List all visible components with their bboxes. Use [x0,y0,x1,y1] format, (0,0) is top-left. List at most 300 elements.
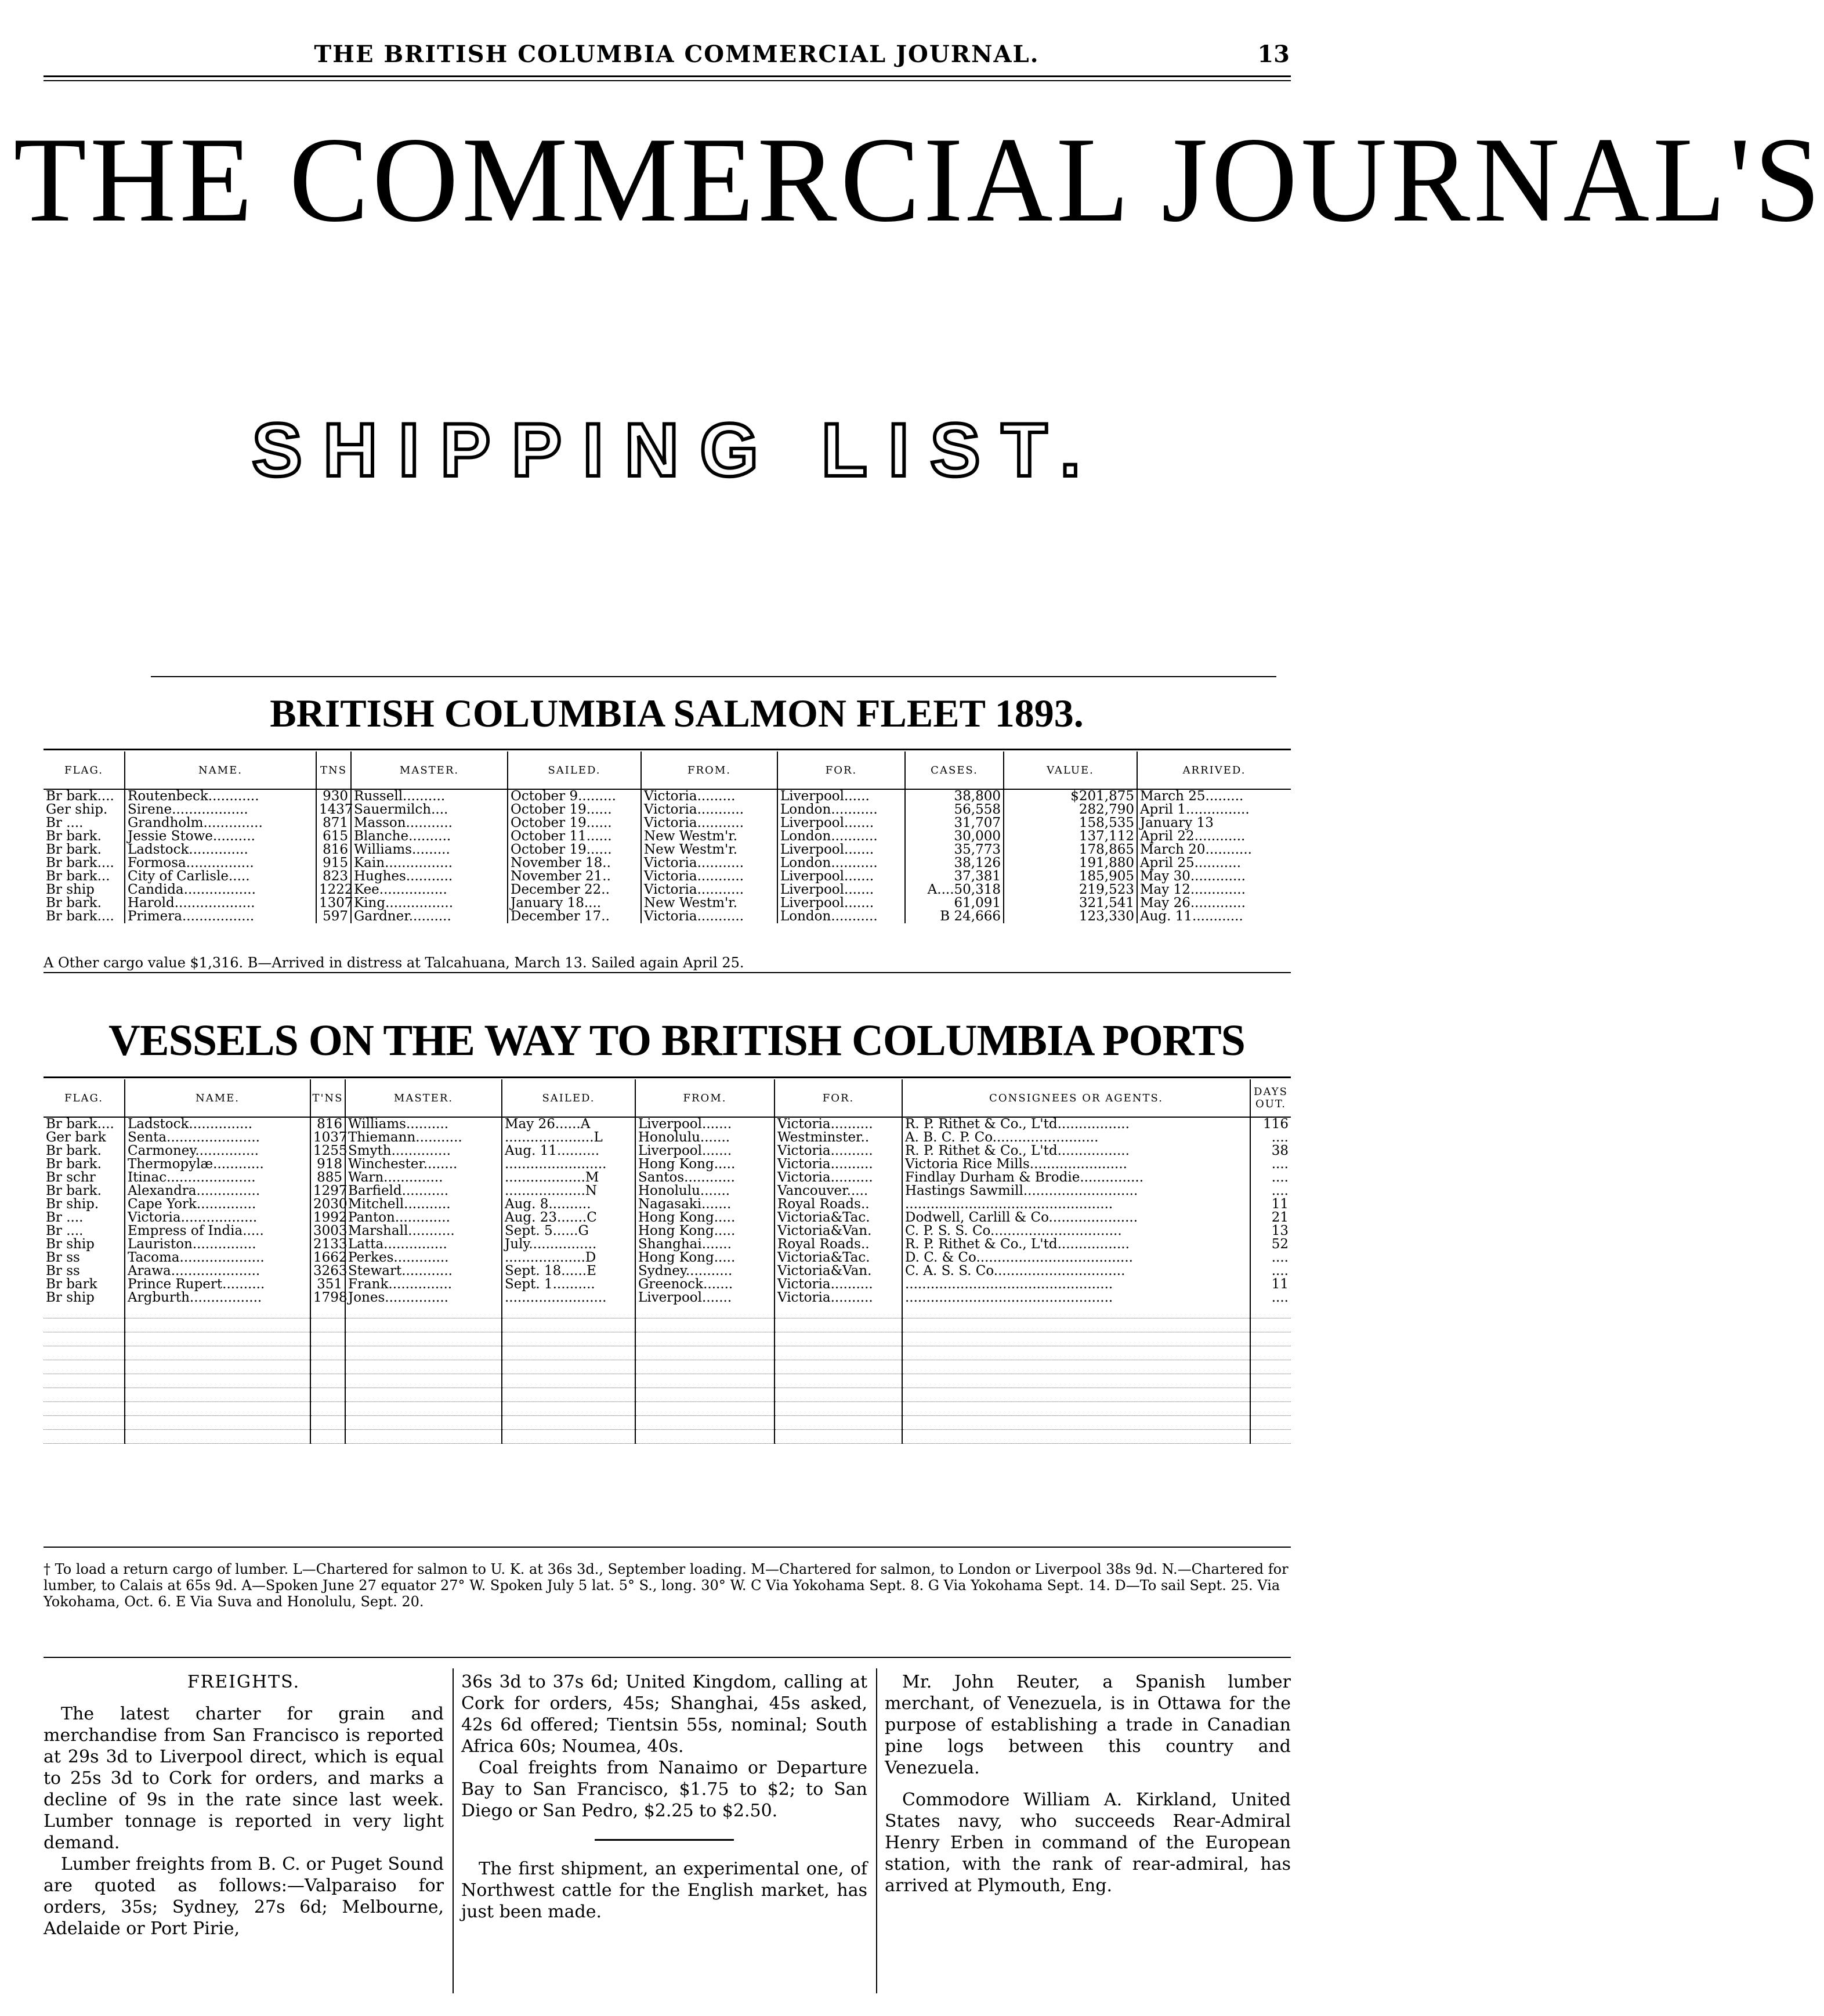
blank-cell [1250,1305,1291,1318]
table-cell: Formosa................ [125,857,316,870]
blank-cell [902,1346,1250,1360]
header-rule [44,75,1291,77]
table-cell: November 21.. [508,870,641,883]
table-cell: Thiemann........... [345,1131,502,1144]
columns-top-rule [44,1657,1291,1658]
table-cell: Argburth................. [125,1291,310,1305]
blank-cell [125,1346,310,1360]
paragraph-divider [595,1839,734,1841]
table-cell: Br bark. [46,829,102,844]
blank-cell [125,1360,310,1374]
table-row [44,1158,1291,1171]
blank-row [44,1402,1291,1416]
table-cell: Sauermilch.... [351,803,508,816]
table-cell: A....50,318 [905,883,1004,897]
table-cell: D. C. & Co..................................... [902,1251,1250,1264]
table-cell: Br ss [46,1263,80,1278]
middle-column [461,1671,867,1923]
table-cell: 1992 [310,1211,345,1224]
table-cell: London........... [777,910,905,923]
table-top-rule [44,1076,1291,1078]
blank-cell [902,1318,1250,1332]
table-cell: Westminster.. [775,1131,902,1144]
blank-cell [775,1360,902,1374]
table-cell: .... [1250,1291,1291,1305]
table-cell: Liverpool...... [777,789,905,803]
table-cell: Liverpool....... [635,1117,775,1131]
table-row [44,1238,1291,1251]
blank-cell [502,1388,635,1402]
blank-cell [345,1416,502,1430]
table-row [44,1251,1291,1264]
column-header: NAME. [125,1079,310,1117]
blank-cell [635,1360,775,1374]
table-cell: Royal Roads.. [775,1198,902,1211]
blank-cell [345,1305,502,1318]
table-cell: April 1............... [1137,803,1291,816]
salmon-fleet-header-row [44,752,1291,789]
blank-cell [775,1318,902,1332]
vessels-body [44,1117,1291,1444]
table-cell: C. P. S. S. Co............................... [902,1224,1250,1238]
table-cell: Warn.............. [345,1171,502,1184]
running-title: THE BRITISH COLUMBIA COMMERCIAL JOURNAL. [314,41,1040,68]
table-cell: Victoria........... [641,857,777,870]
table-cell: Harold................... [125,897,316,910]
table-cell: Itinac..................... [125,1171,310,1184]
blank-cell [345,1346,502,1360]
table-row [44,897,1291,910]
table-cell: Victoria........... [641,816,777,830]
table-cell: 11 [1250,1278,1291,1291]
blank-cell [635,1416,775,1430]
blank-cell [775,1374,902,1388]
table-cell: King................ [351,897,508,910]
table-cell: 21 [1250,1211,1291,1224]
table-cell: 30,000 [905,830,1004,843]
table-bottom-rule [44,1547,1291,1548]
column-header: MASTER. [351,752,508,789]
table-cell: Br bark. [46,842,102,857]
blank-row [44,1388,1291,1402]
salmon-fleet-table [44,752,1291,923]
table-cell: Perkes............. [345,1251,502,1264]
blank-cell [1250,1416,1291,1430]
table-cell: Jessie Stowe.......... [125,830,316,843]
blank-cell [345,1360,502,1374]
table-cell: 116 [1250,1117,1291,1131]
table-cell: Primera................. [125,910,316,923]
table-cell: Victoria.......... [775,1117,902,1131]
table-cell: October 11...... [508,830,641,843]
table-cell: 219,523 [1004,883,1137,897]
table-row [44,816,1291,830]
table-cell: December 17.. [508,910,641,923]
table-cell: Smyth.............. [345,1144,502,1158]
table-cell: May 12............. [1137,883,1291,897]
table-cell: ................................................. [902,1198,1250,1211]
table-cell: January 18.... [508,897,641,910]
blank-cell [502,1318,635,1332]
column-header: NAME. [125,752,316,789]
table-cell: Victoria.................. [125,1211,310,1224]
table-cell: Arawa..................... [125,1264,310,1278]
table-cell: 2133 [310,1238,345,1251]
blank-cell [44,1388,125,1402]
table-cell: Aug. 11.......... [502,1144,635,1158]
table-cell: ...................D [502,1251,635,1264]
blank-cell [902,1360,1250,1374]
blank-cell [1250,1402,1291,1416]
table-cell: 191,880 [1004,857,1137,870]
blank-cell [125,1430,310,1444]
table-cell: Aug. 23.......C [502,1211,635,1224]
table-cell: Victoria........... [641,870,777,883]
table-cell: Victoria........... [641,883,777,897]
column-header: SAILED. [502,1079,635,1117]
table-cell: Ger ship. [46,802,108,817]
table-cell: Victoria.......... [775,1291,902,1305]
blank-cell [775,1332,902,1346]
table-cell: Hastings Sawmill........................... [902,1184,1250,1198]
blank-cell [902,1416,1250,1430]
table-cell: 930 [316,789,351,803]
column-header: VALUE. [1004,752,1137,789]
table-cell: 1297 [310,1184,345,1198]
blank-cell [44,1430,125,1444]
table-cell: 38,800 [905,789,1004,803]
table-cell: 351 [310,1278,345,1291]
vessels-title: VESSELS ON THE WAY TO BRITISH COLUMBIA PORTS [108,1016,1245,1065]
table-cell: Victoria........... [641,803,777,816]
column-header: TNS [316,752,351,789]
table-cell: ................................................. [902,1278,1250,1291]
table-cell: Sydney........... [635,1264,775,1278]
table-cell: 1222 [316,883,351,897]
table-cell: Victoria.......... [775,1144,902,1158]
table-cell: .... [1250,1264,1291,1278]
table-row [44,1264,1291,1278]
table-cell: Victoria&Tac. [775,1251,902,1264]
table-cell: 816 [310,1117,345,1131]
table-cell: Blanche.......... [351,830,508,843]
table-cell: Greenock....... [635,1278,775,1291]
table-cell: 158,535 [1004,816,1137,830]
table-cell: Liverpool....... [635,1291,775,1305]
table-cell: Ger bark [46,1130,106,1145]
blank-row [44,1430,1291,1444]
salmon-fleet-body [44,789,1291,923]
table-cell: ........................ [502,1158,635,1171]
table-cell: Ladstock............... [125,1117,310,1131]
blank-cell [775,1388,902,1402]
table-cell: Williams......... [351,843,508,857]
table-cell: Br bark.... [46,909,114,924]
blank-row [44,1318,1291,1332]
column-divider [876,1668,877,1993]
table-cell: Latta............... [345,1238,502,1251]
blank-cell [775,1430,902,1444]
blank-cell [502,1360,635,1374]
table-cell: Royal Roads.. [775,1238,902,1251]
table-cell: Br ship [46,1290,95,1305]
blank-cell [125,1318,310,1332]
blank-cell [310,1402,345,1416]
table-cell: Br .... [46,1210,84,1225]
masthead-title: THE COMMERCIAL JOURNAL'S [13,113,1824,247]
table-cell: Hong Kong..... [635,1211,775,1224]
column-header: MASTER. [345,1079,502,1117]
table-cell: Cape York.............. [125,1198,310,1211]
table-cell: Aug. 8.......... [502,1198,635,1211]
table-cell: 885 [310,1171,345,1184]
table-cell: 37,381 [905,870,1004,883]
blank-cell [635,1402,775,1416]
table-cell: 823 [316,870,351,883]
blank-row [44,1332,1291,1346]
table-cell: Alexandra............... [125,1184,310,1198]
column-divider [453,1668,454,1993]
table-row [44,857,1291,870]
table-cell: 38,126 [905,857,1004,870]
table-cell: Br .... [46,1223,84,1238]
table-cell: .... [1250,1251,1291,1264]
blank-cell [44,1402,125,1416]
table-cell: Victoria&Van. [775,1224,902,1238]
table-cell: C. A. S. S. Co............................... [902,1264,1250,1278]
table-cell: Shanghai....... [635,1238,775,1251]
vessels-table [44,1079,1291,1444]
table-cell: May 26............. [1137,897,1291,910]
right-column [885,1671,1291,1896]
table-row [44,803,1291,816]
table-cell: Br bark. [46,1183,102,1198]
right-paragraph: Mr. John Reuter, a Spanish lumber merchant, of Venezuela, is in Ottawa for the purpose of establishing a trade in Canadian pine logs between this country and Venezuela. [885,1672,1291,1778]
blank-cell [902,1430,1250,1444]
column-header: FLAG. [44,752,125,789]
table-cell: 35,773 [905,843,1004,857]
blank-cell [345,1388,502,1402]
blank-cell [902,1305,1250,1318]
table-cell: 1037 [310,1131,345,1144]
blank-cell [502,1416,635,1430]
table-cell: ...................M [502,1171,635,1184]
page-number: 13 [1257,41,1290,68]
table-cell: 13 [1250,1224,1291,1238]
table-cell: 185,905 [1004,870,1137,883]
table-cell: Tacoma.................... [125,1251,310,1264]
table-cell: Br bark... [46,869,110,884]
blank-cell [635,1430,775,1444]
table-cell: October 19...... [508,803,641,816]
blank-cell [635,1318,775,1332]
blank-cell [502,1402,635,1416]
table-cell: 3263 [310,1264,345,1278]
table-cell: .... [1250,1158,1291,1171]
table-cell: Br bark.... [46,855,114,870]
table-cell: July................ [502,1238,635,1251]
blank-cell [125,1388,310,1402]
column-header: FOR. [777,752,905,789]
table-cell: Liverpool....... [777,816,905,830]
table-cell: Sept. 18......E [502,1264,635,1278]
blank-cell [1250,1388,1291,1402]
table-cell: Lauriston............... [125,1238,310,1251]
table-cell: Victoria.......... [775,1158,902,1171]
blank-cell [502,1332,635,1346]
table-cell: Hong Kong..... [635,1251,775,1264]
table-cell: Liverpool....... [777,843,905,857]
table-row [44,883,1291,897]
table-cell: 1437 [316,803,351,816]
table-cell: Liverpool....... [777,897,905,910]
table-cell: Frank............... [345,1278,502,1291]
table-cell: Aug. 11............ [1137,910,1291,923]
freights-paragraph: Lumber freights from B. C. or Puget Sound are quoted as follows:—Valparaiso for orders, 35s; Sydney, 27s 6d; Melbourne, Adelaide or Port Pirie, [44,1854,444,1939]
table-cell: 3003 [310,1224,345,1238]
blank-cell [902,1332,1250,1346]
table-cell: Grandholm.............. [125,816,316,830]
blank-cell [635,1332,775,1346]
blank-cell [345,1402,502,1416]
table-cell: R. P. Rithet & Co., L'td................. [902,1117,1250,1131]
table-cell: Br ship [46,1237,95,1252]
column-header: SAILED. [508,752,641,789]
table-cell: January 13 [1137,816,1291,830]
blank-cell [310,1305,345,1318]
column-header: T'NS [310,1079,345,1117]
column-header: FROM. [635,1079,775,1117]
column-header: FLAG. [44,1079,125,1117]
vessels-header-row [44,1079,1291,1117]
table-cell: Victoria&Tac. [775,1211,902,1224]
salmon-fleet-footnote: A Other cargo value $1,316. B—Arrived in distress at Talcahuana, March 13. Sailed again April 25. [44,955,744,971]
table-cell: Kee................ [351,883,508,897]
table-cell: 918 [310,1158,345,1171]
table-cell: Routenbeck............ [125,789,316,803]
table-row [44,1198,1291,1211]
blank-cell [775,1402,902,1416]
table-cell: Liverpool....... [777,870,905,883]
section-rule [44,972,1291,973]
table-cell: Findlay Durham & Brodie............... [902,1171,1250,1184]
table-cell: R. P. Rithet & Co., L'td................. [902,1144,1250,1158]
vessels-footnote: † To load a return cargo of lumber. L—Chartered for salmon to U. K. at 36s 3d., September loading. M—Chartered for salmon, to London or Liverpool 38s 9d. N.—Chartered for lumber, to Calais at 65s 9d. A—Spoken June 27 equator 27° W. Spoken July 5 lat. 5° S., long. 30° W. C Via Yokohama Sept. 8. G Via Yokohama Sept. 14. D—To sail Sept. 25. Via Yokohama, Oct. 6. E Via Suva and Honolulu, Sept. 20. [44,1561,1289,1610]
blank-cell [775,1416,902,1430]
blank-cell [345,1318,502,1332]
table-cell: 1662 [310,1251,345,1264]
table-cell: Prince Rupert.......... [125,1278,310,1291]
table-cell: Br bark. [46,895,102,911]
table-cell: .... [1250,1131,1291,1144]
blank-cell [310,1318,345,1332]
table-cell: Ladstock.............. [125,843,316,857]
blank-row [44,1374,1291,1388]
table-cell: 321,541 [1004,897,1137,910]
table-row [44,1144,1291,1158]
blank-cell [345,1430,502,1444]
table-cell: 61,091 [905,897,1004,910]
blank-cell [44,1332,125,1346]
table-cell: New Westm'r. [641,830,777,843]
table-row [44,1184,1291,1198]
blank-cell [635,1346,775,1360]
table-row [44,830,1291,843]
table-cell: 52 [1250,1238,1291,1251]
table-cell: 597 [316,910,351,923]
table-cell: ................................................. [902,1291,1250,1305]
table-cell: 11 [1250,1198,1291,1211]
blank-cell [44,1416,125,1430]
table-cell: Victoria.......... [775,1278,902,1291]
table-cell: Masson........... [351,816,508,830]
table-cell: March 25......... [1137,789,1291,803]
blank-cell [502,1430,635,1444]
table-row [44,843,1291,857]
blank-row [44,1360,1291,1374]
table-cell: Stewart............ [345,1264,502,1278]
column-header: CONSIGNEES OR AGENTS. [902,1079,1250,1117]
table-cell: 2030 [310,1198,345,1211]
blank-cell [44,1374,125,1388]
blank-cell [1250,1360,1291,1374]
table-cell: 1307 [316,897,351,910]
table-cell: Br ship [46,882,95,897]
table-cell: New Westm'r. [641,897,777,910]
blank-cell [502,1305,635,1318]
freights-column [44,1671,444,1939]
table-cell: May 26......A [502,1117,635,1131]
blank-cell [44,1305,125,1318]
table-cell: Hong Kong..... [635,1158,775,1171]
table-cell: Hong Kong..... [635,1224,775,1238]
table-row [44,1224,1291,1238]
blank-cell [310,1346,345,1360]
table-cell: Russell.......... [351,789,508,803]
table-cell: Panton............. [345,1211,502,1224]
blank-cell [125,1402,310,1416]
blank-cell [310,1430,345,1444]
table-cell: Br bark.... [46,1117,114,1132]
blank-cell [635,1374,775,1388]
table-cell: 282,790 [1004,803,1137,816]
table-cell: Honolulu....... [635,1131,775,1144]
middle-paragraph: The first shipment, an experimental one, of Northwest cattle for the English market, has just been made. [461,1859,867,1922]
table-cell: Sirene.................. [125,803,316,816]
middle-paragraph: 36s 3d to 37s 6d; United Kingdom, calling at Cork for orders, 45s; Shanghai, 45s asked, 42s 6d offered; Tientsin 55s, nominal; South Africa 60s; Noumea, 40s. [461,1672,867,1757]
blank-cell [1250,1374,1291,1388]
table-cell: December 22.. [508,883,641,897]
blank-cell [125,1332,310,1346]
right-paragraph: Commodore William A. Kirkland, United States navy, who succeeds Rear-Admiral Henry Erben in command of the European station, with the rank of rear-admiral, has arrived at Plymouth, Eng. [885,1790,1291,1896]
column-header: FOR. [775,1079,902,1117]
table-cell: Gardner.......... [351,910,508,923]
table-cell: April 25........... [1137,857,1291,870]
table-cell: 31,707 [905,816,1004,830]
blank-cell [125,1416,310,1430]
table-cell: Vancouver..... [775,1184,902,1198]
column-header: CASES. [905,752,1004,789]
table-cell: October 19...... [508,843,641,857]
table-cell: March 20........... [1137,843,1291,857]
blank-cell [44,1346,125,1360]
masthead-subtitle: SHIPPING LIST. [252,407,1102,492]
table-cell: Victoria Rice Mills....................... [902,1158,1250,1171]
table-cell: Hughes........... [351,870,508,883]
table-cell: Thermopylæ............ [125,1158,310,1171]
table-cell: 915 [316,857,351,870]
blank-cell [125,1374,310,1388]
